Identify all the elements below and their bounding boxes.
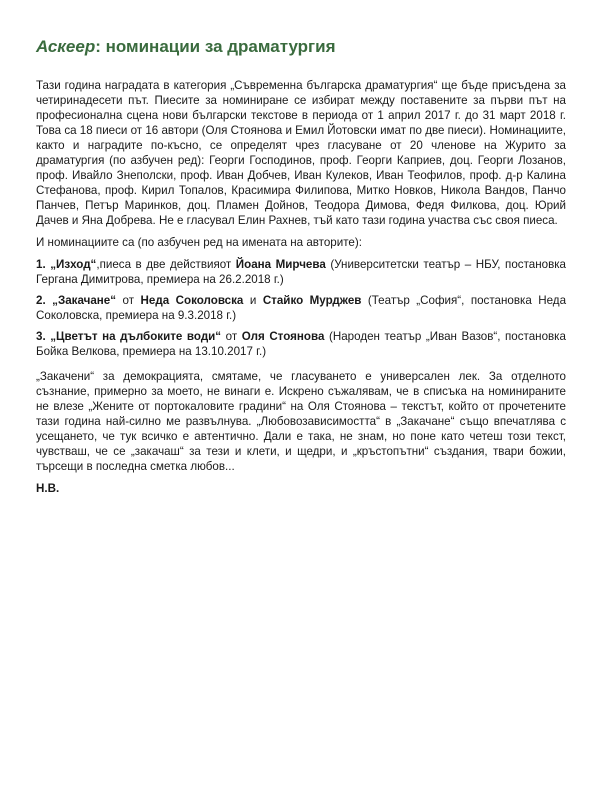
nomination-number: 1.: [36, 258, 46, 271]
nomination-author: Неда Соколовска: [140, 294, 244, 307]
nomination-item: [36, 293, 566, 323]
article: [36, 36, 566, 503]
nomination-author: Йоана Мирчева: [235, 258, 326, 271]
signature: Н.В.: [36, 482, 60, 495]
nomination-connector: ,пиеса в две действияот: [96, 258, 236, 271]
nomination-title: „Цветът на дълбоките води“: [50, 330, 222, 343]
nomination-author: Стайко Мурджев: [262, 294, 362, 307]
nomination-connector: и: [243, 294, 263, 307]
nomination-author: Оля Стоянова: [241, 330, 325, 343]
nomination-number: 3.: [36, 330, 46, 343]
nomination-details: (Народен театър „Иван Вазов“, постановка Бойка Велкова, премиера на 13.10.2017 г.): [36, 330, 566, 358]
nomination-item: [36, 257, 566, 287]
nomination-title: „Изход“: [50, 258, 97, 271]
intro-paragraph: Тази година наградата в категория „Съвременна българска драматургия“ ще бъде присъдена за четиринадесети път. Пиесите за номиниране се избират между поставените за първи път на професионална сцена нови български текстове в периода от 1 април 2017 г. до 31 март 2018 г. Това са 18 пиеси от 16 автори (Оля Стоянова и Емил Йотовски имат по две пиеси). Номинациите, както и наградите по-късно, се определят чрез гласуване от 20 членове на Журито за драматургия (по азбучен ред): Георги Господинов, проф. Георги Каприев, доц. Георги Лозанов, проф. Ивайло Знеполски, проф. Иван Добчев, Иван Кулеков, Иван Теофилов, проф. д-р Калина Стефанова, проф. Кирил Топалов, Красимира Филипова, Митко Новков, Никола Вандов, Панчо Панчев, Петър Маринков, доц. Пламен Дойнов, Теодора Димова, Федя Филкова, доц. Юрий Дачев и Яна Добрева. Не е гласувал Елин Рахнев, тъй като тази година участва със своя пиеса.: [36, 79, 566, 227]
nomination-connector: от: [221, 330, 242, 343]
nomination-details: (Театър „София“, постановка Неда Соколовска, премиера на 9.3.2018 г.): [36, 294, 567, 322]
nomination-connector: от: [116, 294, 141, 307]
nomination-number: 2.: [36, 294, 46, 307]
nominations-intro: И номинациите са (по азбучен ред на имената на авторите):: [36, 236, 362, 249]
commentary-paragraph: „Закачени“ за демокрацията, смятаме, че гласуването е универсален лек. За отделното съзнание, примерно за моето, не винаги е. Искрено съжалявам, че в списъка на номинираните не влезе „Жените от портокаловите градини“ на Оля Стоянова – текстът, който от прочетените тази година най-силно ме развълнува. „Любовозависимостта“ в „Закачане“ също впечатлява с усещането, че тук всичко е автентично. Дали е така, не знам, но поне като четеш този текст, чувстваш, че се „закачаш“ за тези и клети, и щедри, и „кръстопътни“ създания, твари божии, търсещи в последна сметка любов...: [36, 370, 566, 473]
title-rest: : номинации за драматургия: [95, 37, 336, 56]
nomination-details: (Университетски театър – НБУ, постановка Гергана Димитрова, премиера на 26.2.2018 г.): [36, 258, 566, 286]
nomination-item: [36, 329, 566, 359]
article-title: [36, 36, 566, 58]
article-body: [36, 78, 566, 496]
nomination-title: „Закачане“: [52, 294, 117, 307]
title-journal-name: Аскеер: [36, 37, 96, 56]
